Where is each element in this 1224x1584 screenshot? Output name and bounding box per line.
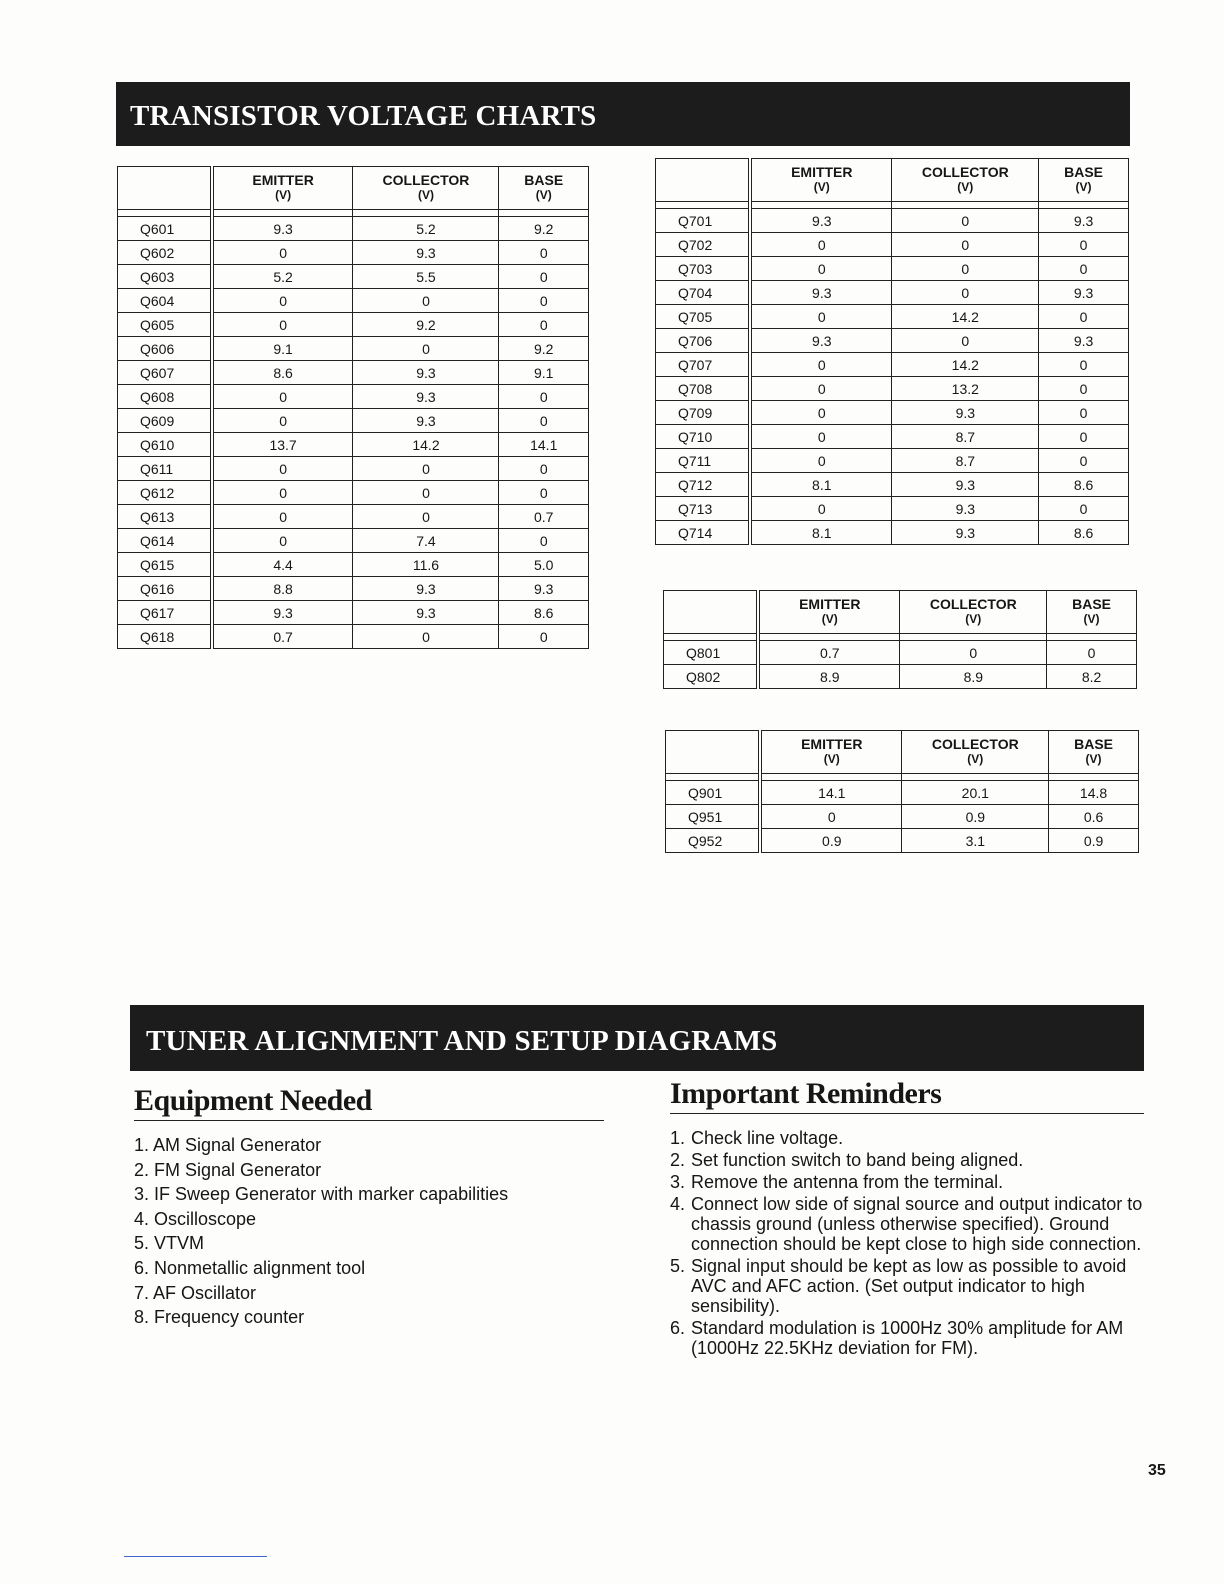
collector-value-cell: 9.2 <box>353 313 499 337</box>
list-item: 8. Frequency counter <box>134 1307 305 1328</box>
collector-value-cell: 9.3 <box>353 409 499 433</box>
table-row <box>656 257 1129 281</box>
table-row <box>118 241 589 265</box>
table-row <box>656 497 1129 521</box>
emitter-value-cell: 9.3 <box>750 329 892 353</box>
base-value-cell: 0 <box>499 625 589 649</box>
emitter-value-cell: 0.7 <box>212 625 353 649</box>
emitter-value-cell: 9.3 <box>750 209 892 233</box>
equipment-list <box>134 1133 604 1330</box>
item-text: Standard modulation is 1000Hz 30% amplitude for AM (1000Hz 22.5KHz deviation for FM). <box>691 1318 1124 1358</box>
emitter-header <box>758 591 900 634</box>
collector-header <box>353 167 499 210</box>
collector-unit-label: (V) <box>965 612 982 626</box>
emitter-value-cell: 0 <box>212 529 353 553</box>
base-value-cell: 0 <box>499 409 589 433</box>
spacer-cell <box>750 202 892 209</box>
table-row <box>666 829 1139 853</box>
table-row <box>664 665 1137 689</box>
page-number: 35 <box>1148 1462 1166 1479</box>
base-value-cell: 8.6 <box>1039 473 1129 497</box>
collector-value-cell: 0 <box>892 329 1039 353</box>
transistor-label-cell: Q713 <box>656 497 751 521</box>
emitter-value-cell: 0 <box>750 257 892 281</box>
collector-value-cell: 14.2 <box>892 305 1039 329</box>
emitter-value-cell: 0 <box>760 805 902 829</box>
emitter-value-cell: 0.7 <box>758 641 900 665</box>
emitter-header <box>750 159 892 202</box>
important-reminders-title: Important Reminders <box>670 1077 1144 1114</box>
transistor-label-cell: Q603 <box>118 265 212 289</box>
spacer-cell <box>656 202 751 209</box>
transistor-label-cell: Q609 <box>118 409 212 433</box>
collector-header <box>902 731 1049 774</box>
table-row <box>656 281 1129 305</box>
table-row <box>118 553 589 577</box>
table-row <box>656 377 1129 401</box>
footer-rule <box>124 1556 267 1557</box>
collector-value-cell: 9.3 <box>353 577 499 601</box>
table-row <box>118 625 589 649</box>
spacer-cell <box>499 210 589 217</box>
transistor-label-cell: Q714 <box>656 521 751 545</box>
table-row <box>656 353 1129 377</box>
base-header <box>499 167 589 210</box>
collector-value-cell: 9.3 <box>892 401 1039 425</box>
list-item <box>670 1256 1150 1316</box>
transistor-label-cell: Q801 <box>664 641 759 665</box>
header-row <box>666 731 1139 774</box>
list-item: 7. AF Oscillator <box>134 1282 257 1303</box>
base-header <box>1049 731 1139 774</box>
base-value-cell: 0 <box>1039 497 1129 521</box>
collector-value-cell: 0 <box>892 281 1039 305</box>
list-item: 6. Nonmetallic alignment tool <box>134 1257 366 1278</box>
transistor-label-cell: Q617 <box>118 601 212 625</box>
base-value-cell: 0 <box>499 265 589 289</box>
emitter-value-cell: 14.1 <box>760 781 902 805</box>
item-number: 5. <box>670 1256 686 1276</box>
voltage-table-q800 <box>663 590 1137 689</box>
emitter-value-cell: 0 <box>750 233 892 257</box>
emitter-header-label: EMITTER <box>799 596 861 612</box>
table-row <box>118 601 589 625</box>
spacer-cell <box>666 774 761 781</box>
item-text: Connect low side of signal source and output indicator to chassis ground (unless otherwise specified). Ground connection should be kept close to high side connection. <box>691 1194 1143 1254</box>
emitter-value-cell: 8.6 <box>212 361 353 385</box>
transistor-label-cell: Q701 <box>656 209 751 233</box>
collector-value-cell: 0 <box>353 625 499 649</box>
emitter-value-cell: 0 <box>212 289 353 313</box>
item-text: Check line voltage. <box>691 1128 844 1148</box>
base-value-cell: 9.3 <box>1039 209 1129 233</box>
emitter-value-cell: 0 <box>212 313 353 337</box>
transistor-label-cell: Q705 <box>656 305 751 329</box>
transistor-label-cell: Q618 <box>118 625 212 649</box>
table-row <box>656 329 1129 353</box>
item-number: 6. <box>670 1318 686 1338</box>
item-number: 1. <box>670 1128 686 1148</box>
base-unit-label: (V) <box>1083 612 1100 626</box>
item-number: 2. <box>670 1150 686 1170</box>
emitter-value-cell: 0 <box>750 377 892 401</box>
emitter-unit-label: (V) <box>813 180 830 194</box>
base-value-cell: 14.1 <box>499 433 589 457</box>
transistor-label-cell: Q708 <box>656 377 751 401</box>
collector-header <box>892 159 1039 202</box>
table-row <box>118 481 589 505</box>
blank-header-cell <box>118 167 212 210</box>
base-value-cell: 0 <box>1039 305 1129 329</box>
voltage-table-q900 <box>665 730 1139 853</box>
spacer-cell <box>902 774 1049 781</box>
base-value-cell: 9.2 <box>499 217 589 241</box>
transistor-label-cell: Q712 <box>656 473 751 497</box>
item-number: 4. <box>670 1194 686 1214</box>
collector-value-cell: 11.6 <box>353 553 499 577</box>
emitter-value-cell: 0 <box>750 425 892 449</box>
emitter-unit-label: (V) <box>275 188 292 202</box>
table-row <box>118 265 589 289</box>
collector-header-label: COLLECTOR <box>929 596 1017 612</box>
emitter-value-cell: 5.2 <box>212 265 353 289</box>
spacer-cell <box>892 202 1039 209</box>
transistor-label-cell: Q710 <box>656 425 751 449</box>
collector-value-cell: 9.3 <box>353 601 499 625</box>
transistor-label-cell: Q611 <box>118 457 212 481</box>
emitter-value-cell: 9.1 <box>212 337 353 361</box>
base-value-cell: 9.3 <box>1039 281 1129 305</box>
collector-value-cell: 3.1 <box>902 829 1049 853</box>
list-item: 5. VTVM <box>134 1233 205 1254</box>
table-row <box>118 337 589 361</box>
base-value-cell: 0 <box>499 457 589 481</box>
transistor-label-cell: Q709 <box>656 401 751 425</box>
equipment-needed-title: Equipment Needed <box>134 1084 604 1121</box>
transistor-label-cell: Q616 <box>118 577 212 601</box>
spacer-cell <box>118 210 212 217</box>
header-row <box>664 591 1137 634</box>
collector-value-cell: 9.3 <box>892 521 1039 545</box>
table-row <box>656 449 1129 473</box>
table-row <box>118 433 589 457</box>
base-header-label: BASE <box>524 172 564 188</box>
transistor-label-cell: Q703 <box>656 257 751 281</box>
collector-value-cell: 9.3 <box>353 241 499 265</box>
table-row <box>118 289 589 313</box>
spacer-cell <box>900 634 1047 641</box>
collector-value-cell: 5.5 <box>353 265 499 289</box>
emitter-header-label: EMITTER <box>801 736 863 752</box>
transistor-label-cell: Q605 <box>118 313 212 337</box>
collector-value-cell: 14.2 <box>892 353 1039 377</box>
base-value-cell: 0 <box>499 313 589 337</box>
base-value-cell: 0.7 <box>499 505 589 529</box>
table-row <box>656 473 1129 497</box>
spacer-row <box>656 202 1129 209</box>
table-row <box>118 529 589 553</box>
table-row <box>118 505 589 529</box>
base-value-cell: 0 <box>1039 377 1129 401</box>
transistor-label-cell: Q702 <box>656 233 751 257</box>
base-value-cell: 0 <box>1047 641 1137 665</box>
base-value-cell: 0 <box>1039 353 1129 377</box>
item-text: Signal input should be kept as low as possible to avoid AVC and AFC action. (Set output indicator to high sensibility). <box>691 1256 1127 1316</box>
item-text: Remove the antenna from the terminal. <box>691 1172 1004 1192</box>
collector-value-cell: 9.3 <box>353 361 499 385</box>
voltage-table-q600 <box>117 166 589 649</box>
blank-header-cell <box>664 591 759 634</box>
base-value-cell: 0 <box>1039 257 1129 281</box>
emitter-value-cell: 9.3 <box>212 217 353 241</box>
list-item <box>670 1194 1150 1254</box>
list-item <box>670 1150 1150 1170</box>
header-row <box>118 167 589 210</box>
list-item <box>670 1172 1150 1192</box>
transistor-label-cell: Q901 <box>666 781 761 805</box>
list-item: 1. AM Signal Generator <box>134 1135 322 1155</box>
table-row <box>666 805 1139 829</box>
collector-unit-label: (V) <box>957 180 974 194</box>
base-value-cell: 0 <box>1039 449 1129 473</box>
list-item: 4. Oscilloscope <box>134 1208 257 1229</box>
base-value-cell: 0.9 <box>1049 829 1139 853</box>
collector-value-cell: 0.9 <box>902 805 1049 829</box>
table-row <box>118 385 589 409</box>
emitter-value-cell: 0 <box>750 305 892 329</box>
collector-header-label: COLLECTOR <box>382 172 470 188</box>
emitter-value-cell: 8.1 <box>750 521 892 545</box>
spacer-cell <box>664 634 759 641</box>
collector-unit-label: (V) <box>417 188 434 202</box>
emitter-value-cell: 0.9 <box>760 829 902 853</box>
collector-value-cell: 0 <box>353 505 499 529</box>
collector-value-cell: 14.2 <box>353 433 499 457</box>
collector-value-cell: 0 <box>353 337 499 361</box>
table-row <box>656 521 1129 545</box>
blank-header-cell <box>666 731 761 774</box>
table-row <box>118 313 589 337</box>
base-value-cell: 0.6 <box>1049 805 1139 829</box>
spacer-cell <box>1049 774 1139 781</box>
collector-value-cell: 9.3 <box>353 385 499 409</box>
emitter-header <box>760 731 902 774</box>
collector-value-cell: 20.1 <box>902 781 1049 805</box>
collector-value-cell: 8.7 <box>892 449 1039 473</box>
emitter-value-cell: 9.3 <box>212 601 353 625</box>
table-row <box>656 233 1129 257</box>
table-row <box>656 401 1129 425</box>
emitter-value-cell: 9.3 <box>750 281 892 305</box>
transistor-label-cell: Q711 <box>656 449 751 473</box>
header-row <box>656 159 1129 202</box>
emitter-value-cell: 0 <box>750 497 892 521</box>
emitter-value-cell: 4.4 <box>212 553 353 577</box>
emitter-value-cell: 0 <box>212 481 353 505</box>
transistor-label-cell: Q601 <box>118 217 212 241</box>
collector-value-cell: 8.7 <box>892 425 1039 449</box>
base-header-label: BASE <box>1072 596 1111 612</box>
collector-value-cell: 8.9 <box>900 665 1047 689</box>
transistor-label-cell: Q608 <box>118 385 212 409</box>
list-item <box>670 1318 1150 1358</box>
collector-unit-label: (V) <box>967 752 984 766</box>
emitter-header-label: EMITTER <box>791 164 853 180</box>
table-row <box>656 305 1129 329</box>
base-header <box>1047 591 1137 634</box>
table-row <box>656 209 1129 233</box>
collector-value-cell: 5.2 <box>353 217 499 241</box>
base-value-cell: 0 <box>499 289 589 313</box>
spacer-row <box>118 210 589 217</box>
table-row <box>118 217 589 241</box>
base-value-cell: 0 <box>499 385 589 409</box>
transistor-label-cell: Q615 <box>118 553 212 577</box>
blank-header-cell <box>656 159 751 202</box>
spacer-row <box>666 774 1139 781</box>
base-value-cell: 14.8 <box>1049 781 1139 805</box>
item-text: Set function switch to band being aligned. <box>691 1150 1024 1170</box>
collector-value-cell: 0 <box>892 233 1039 257</box>
base-value-cell: 8.6 <box>1039 521 1129 545</box>
base-header <box>1039 159 1129 202</box>
transistor-label-cell: Q604 <box>118 289 212 313</box>
table-row <box>118 361 589 385</box>
table-row <box>656 425 1129 449</box>
transistor-label-cell: Q602 <box>118 241 212 265</box>
collector-header-label: COLLECTOR <box>921 164 1009 180</box>
transistor-label-cell: Q614 <box>118 529 212 553</box>
collector-value-cell: 0 <box>892 257 1039 281</box>
base-value-cell: 0 <box>499 529 589 553</box>
spacer-cell <box>353 210 499 217</box>
transistor-label-cell: Q613 <box>118 505 212 529</box>
emitter-value-cell: 0 <box>212 505 353 529</box>
base-header-label: BASE <box>1064 164 1103 180</box>
list-item <box>670 1128 1150 1148</box>
base-value-cell: 5.0 <box>499 553 589 577</box>
base-value-cell: 0 <box>1039 401 1129 425</box>
base-value-cell: 8.2 <box>1047 665 1137 689</box>
list-item: 2. FM Signal Generator <box>134 1159 322 1180</box>
transistor-voltage-charts-banner: TRANSISTOR VOLTAGE CHARTS <box>116 82 1130 146</box>
transistor-label-cell: Q706 <box>656 329 751 353</box>
transistor-label-cell: Q802 <box>664 665 759 689</box>
emitter-unit-label: (V) <box>823 752 840 766</box>
table-row <box>118 577 589 601</box>
emitter-value-cell: 0 <box>750 401 892 425</box>
emitter-value-cell: 0 <box>212 457 353 481</box>
collector-header-label: COLLECTOR <box>931 736 1019 752</box>
base-value-cell: 9.3 <box>1039 329 1129 353</box>
base-unit-label: (V) <box>1075 180 1092 194</box>
reminders-list <box>670 1128 1150 1360</box>
base-unit-label: (V) <box>535 188 552 202</box>
transistor-label-cell: Q610 <box>118 433 212 457</box>
emitter-value-cell: 0 <box>212 409 353 433</box>
transistor-label-cell: Q951 <box>666 805 761 829</box>
emitter-value-cell: 8.8 <box>212 577 353 601</box>
collector-value-cell: 9.3 <box>892 473 1039 497</box>
spacer-cell <box>760 774 902 781</box>
base-header-label: BASE <box>1074 736 1113 752</box>
base-value-cell: 9.2 <box>499 337 589 361</box>
collector-header <box>900 591 1047 634</box>
collector-value-cell: 9.3 <box>892 497 1039 521</box>
table-row <box>666 781 1139 805</box>
spacer-row <box>664 634 1137 641</box>
table-row <box>118 457 589 481</box>
base-value-cell: 0 <box>1039 233 1129 257</box>
transistor-label-cell: Q952 <box>666 829 761 853</box>
collector-value-cell: 0 <box>353 289 499 313</box>
base-value-cell: 0 <box>499 481 589 505</box>
spacer-cell <box>1047 634 1137 641</box>
collector-value-cell: 0 <box>353 457 499 481</box>
transistor-label-cell: Q612 <box>118 481 212 505</box>
emitter-value-cell: 8.9 <box>758 665 900 689</box>
collector-value-cell: 13.2 <box>892 377 1039 401</box>
emitter-value-cell: 0 <box>212 385 353 409</box>
item-number: 3. <box>670 1172 686 1192</box>
spacer-cell <box>758 634 900 641</box>
emitter-value-cell: 0 <box>750 353 892 377</box>
emitter-header <box>212 167 353 210</box>
emitter-value-cell: 13.7 <box>212 433 353 457</box>
spacer-cell <box>212 210 353 217</box>
table-row <box>664 641 1137 665</box>
collector-value-cell: 0 <box>892 209 1039 233</box>
tuner-alignment-banner: TUNER ALIGNMENT AND SETUP DIAGRAMS <box>130 1005 1144 1071</box>
base-value-cell: 9.3 <box>499 577 589 601</box>
collector-value-cell: 0 <box>900 641 1047 665</box>
collector-value-cell: 0 <box>353 481 499 505</box>
transistor-label-cell: Q707 <box>656 353 751 377</box>
table-row <box>118 409 589 433</box>
voltage-table-q700 <box>655 158 1129 545</box>
emitter-header-label: EMITTER <box>252 172 314 188</box>
emitter-value-cell: 0 <box>212 241 353 265</box>
base-value-cell: 8.6 <box>499 601 589 625</box>
transistor-label-cell: Q607 <box>118 361 212 385</box>
base-value-cell: 0 <box>1039 425 1129 449</box>
base-value-cell: 9.1 <box>499 361 589 385</box>
transistor-label-cell: Q704 <box>656 281 751 305</box>
emitter-value-cell: 0 <box>750 449 892 473</box>
transistor-label-cell: Q606 <box>118 337 212 361</box>
base-unit-label: (V) <box>1085 752 1102 766</box>
spacer-cell <box>1039 202 1129 209</box>
emitter-unit-label: (V) <box>821 612 838 626</box>
list-item: 3. IF Sweep Generator with marker capabilities <box>134 1184 509 1205</box>
collector-value-cell: 7.4 <box>353 529 499 553</box>
base-value-cell: 0 <box>499 241 589 265</box>
emitter-value-cell: 8.1 <box>750 473 892 497</box>
